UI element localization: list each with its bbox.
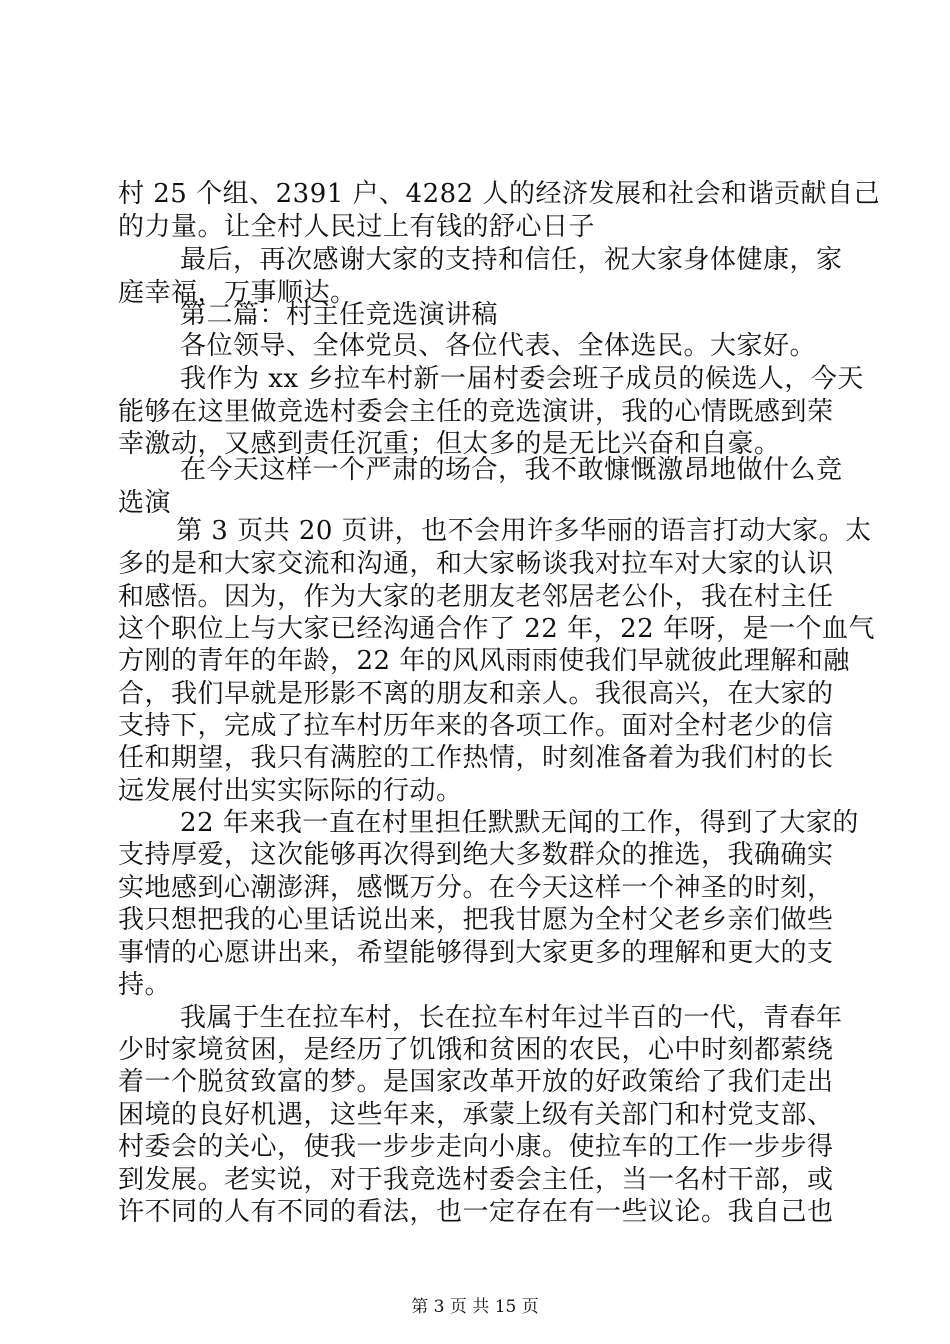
text-line: 事情的心愿讲出来，希望能够得到大家更多的理解和更大的支 [118, 938, 834, 968]
text-line: 远发展付出实实际际的行动。 [118, 776, 463, 806]
text-line: 着一个脱贫致富的梦。是国家改革开放的好政策给了我们走出 [118, 1067, 834, 1097]
section-heading: 第二篇：村主任竞选演讲稿 [180, 300, 499, 330]
text-line: 支持下，完成了拉车村历年来的各项工作。面对全村老少的信 [118, 711, 834, 741]
text-line: 实地感到心潮澎湃，感慨万分。在今天这样一个神圣的时刻， [118, 873, 834, 903]
text-line: 少时家境贫困，是经历了饥饿和贫困的农民，心中时刻都萦绕 [118, 1035, 834, 1065]
text-line: 持。 [118, 970, 172, 1000]
text-line: 庭幸福，万事顺达。 [118, 278, 357, 308]
text-line: 22 年来我一直在村里担任默默无闻的工作，得到了大家的 [180, 808, 859, 838]
text-line: 各位领导、全体党员、各位代表、全体选民。大家好。 [180, 331, 817, 361]
text-line: 在今天这样一个严肃的场合，我不敢慷慨激昂地做什么竞 [180, 455, 843, 485]
text-line: 支持厚爱，这次能够再次得到绝大多数群众的推选，我确确实 [118, 840, 834, 870]
text-line: 能够在这里做竞选村委会主任的竞选演讲，我的心情既感到荣 [118, 397, 834, 427]
text-line: 方刚的青年的年龄，22 年的风风雨雨使我们早就彼此理解和融 [118, 646, 850, 676]
text-line: 和感悟。因为，作为大家的老朋友老邻居老公仆，我在村主任 [118, 582, 834, 612]
text-line: 村委会的关心，使我一步步走向小康。使拉车的工作一步步得 [118, 1132, 834, 1162]
text-line: 最后，再次感谢大家的支持和信任，祝大家身体健康，家 [180, 245, 843, 275]
text-line: 到发展。老实说，对于我竞选村委会主任，当一名村干部，或 [118, 1165, 834, 1195]
text-line: 我属于生在拉车村，长在拉车村年过半百的一代，青春年 [180, 1003, 843, 1033]
text-line: 困境的良好机遇，这些年来，承蒙上级有关部门和村党支部、 [118, 1100, 834, 1130]
text-line: 任和期望，我只有满腔的工作热情，时刻准备着为我们村的长 [118, 743, 834, 773]
text-line: 这个职位上与大家已经沟通合作了 22 年，22 年呀，是一个血气 [118, 614, 875, 644]
text-line: 的力量。让全村人民过上有钱的舒心日子 [118, 212, 596, 242]
text-line: 村 25 个组、2391 户、4282 人的经济发展和社会和谐贡献自己 [118, 179, 880, 209]
text-line: 幸激动，又感到责任沉重；但太多的是无比兴奋和自豪。 [118, 429, 781, 459]
text-line: 合，我们早就是形影不离的朋友和亲人。我很高兴，在大家的 [118, 679, 834, 709]
text-line: 多的是和大家交流和沟通，和大家畅谈我对拉车对大家的认识 [118, 549, 834, 579]
text-line: 我作为 xx 乡拉车村新一届村委会班子成员的候选人，今天 [180, 364, 864, 394]
text-line: 许不同的人有不同的看法，也一定存在有一些议论。我自己也 [118, 1197, 834, 1227]
text-line: 选演 [118, 488, 172, 518]
text-line: 第 3 页共 20 页讲，也不会用许多华丽的语言打动大家。太 [176, 516, 872, 546]
page-footer: 第 3 页 共 15 页 [411, 1297, 539, 1317]
text-line: 我只想把我的心里话说出来，把我甘愿为全村父老乡亲们做些 [118, 905, 834, 935]
